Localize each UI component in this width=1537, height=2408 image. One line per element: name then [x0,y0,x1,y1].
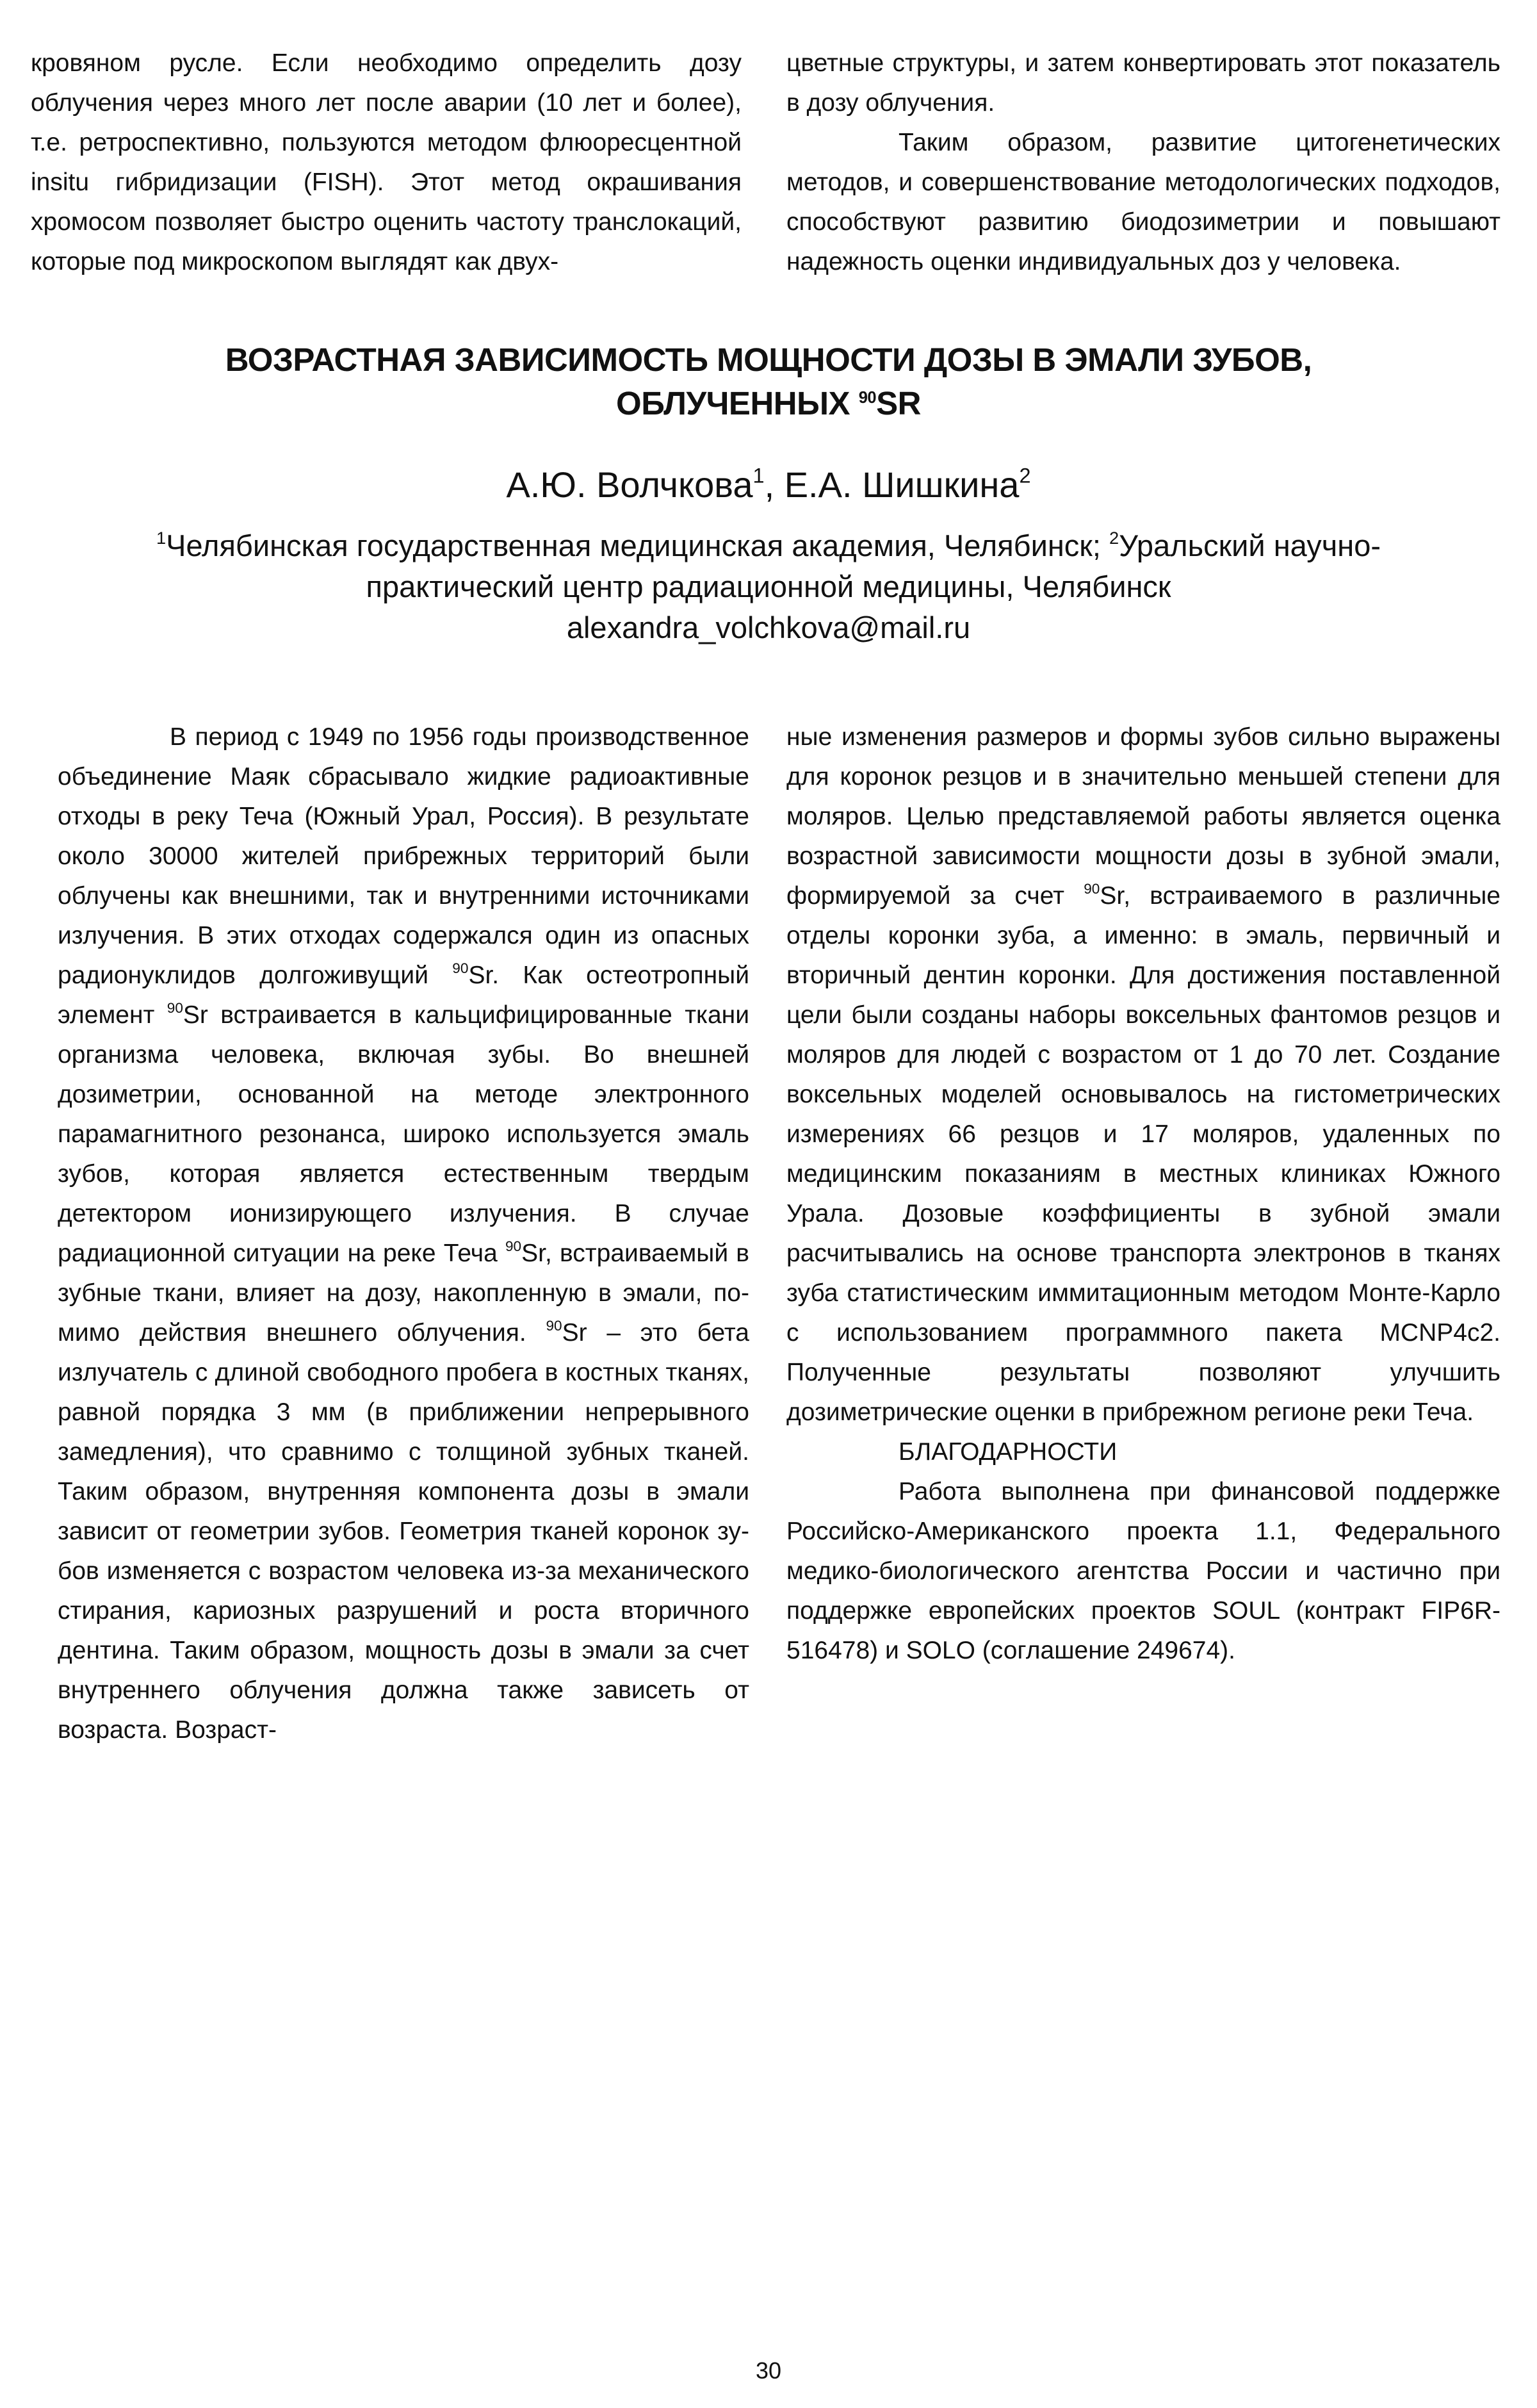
author-email[interactable]: alexandra_volchkova@mail.ru [566,610,971,644]
text-run: Sr – это бета излучатель с длиной свободного пробега в костных тканях, равной порядка 3 мм (в приближении непрерывного замедления), что сравнимо с толщиной зубных тканей. Таким образом, внутренняя компонента дозы в эмали зависит от геометрии зубов. Геометрия тканей коронок зубов изменяется с возрастом человека из-за механического стирания, кариозных разрушений и роста вторичного дентина. Таким образом, мощность дозы в эмали за счет внутреннего облучения должна также зависеть от возраста. Возраст- [58,1319,749,1744]
paragraph [58,717,749,1750]
affiliations [77,525,1460,648]
title-line-2 [0,382,1537,425]
title-line-1: ВОЗРАСТНАЯ ЗАВИСИМОСТЬ МОЩНОСТИ ДОЗЫ В ЭМАЛИ ЗУБОВ, [225,341,1312,378]
affiliation-marker: 1 [752,464,765,487]
affiliation-marker: 2 [1109,527,1119,548]
acknowledgements-text: Работа выполнена при финансовой поддержке Российско-Американского проекта 1.1, Федерального медико-биологического агентства России и частично при поддержке европейских проектов SOUL (контракт FIP6R-516478) и SOLO (соглашение 249674). [786,1478,1500,1664]
affiliation-marker: 2 [1019,464,1031,487]
affiliation-text [77,525,1460,607]
previous-article-continuation-left [31,44,742,282]
text-run: Sr встраивается в кальцифицированные ткани организма человека, включая зубы. Во внешней дозиметрии, основанной на методе электронного парамагнитного резонанса, широко используется эмаль зубов, которая является естественным твердым детектором ионизирующего излучения. В случае радиационной ситуации на реке Теча [58,1001,749,1267]
affiliation: Уральский научно-практический центр радиационной медицины, Челябинск [366,528,1381,603]
isotope-mass: 90 [452,960,469,977]
author-separator: , [764,464,785,505]
paragraph [786,717,1500,1432]
text-run: ные изменения размеров и формы зубов сильно выражены для коронок резцов и в значительно меньшей степени для моляров. Целью представляемой работы является оценка возрастной зависимости мощности дозы в зубной эмали, формируемой за счет [786,723,1500,910]
isotope-mass: 90 [858,389,877,407]
article-body-left-column [58,717,749,1750]
text-run: Sr, встраиваемый в зубные ткани, влияет на дозу, накопленную в эмали, помимо действия внешнего облучения. [58,1240,750,1347]
author-name: А.Ю. Волчкова [506,464,753,505]
isotope-symbol: SR [876,385,921,422]
acknowledgements-heading: БЛАГОДАРНОСТИ [899,1438,1118,1466]
isotope-mass: 90 [505,1238,522,1255]
isotope-mass: 90 [546,1318,562,1334]
author-list [0,463,1537,507]
affiliation: Челябинская государственная медицинская академия, Челябинск; [166,528,1109,562]
paragraph: Таким образом, развитие цитогенетических методов, и совершенствование методологических подходов, способствуют развитию биодозиметрии и повышают надежность оценки индивидуальных доз у человека. [786,129,1500,275]
text-run: Sr, встраиваемого в различные отделы коронки зуба, а именно: в эмаль, первичный и вторичный дентин коронки. Для достижения поставленной цели были созданы наборы воксельных фантомов резцов и моляров для людей с возрастом от 1 до 70 лет. Создание воксельных моделей основывалось на гистометрических измерениях 66 резцов и 17 моляров, удаленных по медицинским показаниям в местных клиниках Южного Урала. Дозовые коэффициенты в зубной эмали расчитывались на основе транспорта электронов в тканях зуба статистическим иммитационным методом Монте-Карло с использованием программного пакета MCNP4c2. Полученные результаты позволяют улучшить дозиметрические оценки в прибрежном регионе реки Теча. [786,882,1500,1426]
article-title [0,338,1537,425]
isotope-mass: 90 [1084,881,1100,897]
article-body-right-column [786,717,1500,1671]
paragraph: кровяном русле. Если необходимо определить дозу облучения через много лет после аварии (10 лет и более), т.е. ретроспективно, пользуются методом флюоресцентной insitu гибридизации (FISH). Этот метод окрашивания хромосом позволяет быстро оценить частоту транслокаций, которые под микроскопом выглядят как двух- [31,49,742,275]
author-name: Е.А. Шишкина [784,464,1020,505]
affiliation-marker: 1 [156,527,167,548]
previous-article-continuation-right [786,44,1500,282]
text-run: В период с 1949 по 1956 годы производственное объединение Маяк сбрасывало жидкие радиоактивные отходы в реку Теча (Южный Урал, Россия). В результате около 30000 жителей прибрежных территорий были облучены как внешними, так и внутренними источниками излучения. В этих отходах содержался один из опасных радионуклидов долгоживущий [58,723,749,989]
page-number: 30 [755,2357,782,2384]
title-text: ОБЛУЧЕННЫХ [616,385,859,422]
isotope-mass: 90 [167,1000,183,1017]
text-run: Sr. Как остеотропный элемент [58,962,749,1029]
paragraph: цветные структуры, и затем конвертировать этот показатель в дозу облучения. [786,49,1500,117]
